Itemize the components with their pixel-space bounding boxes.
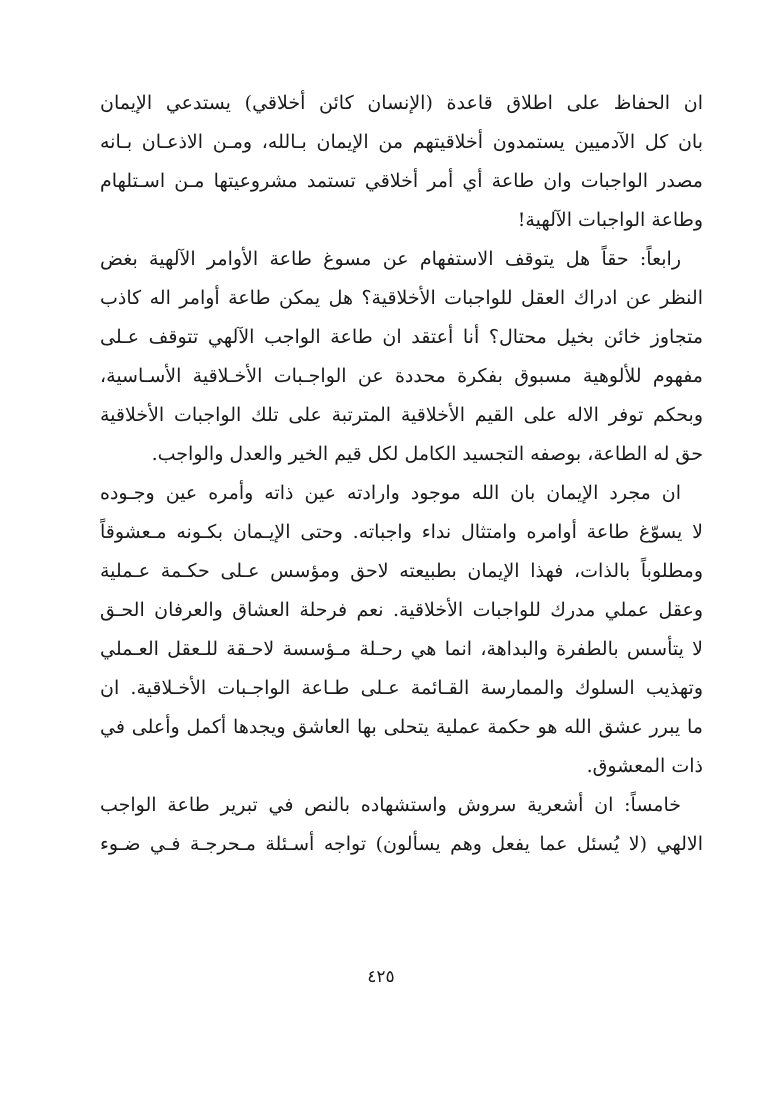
text-line: وبحكم توفر الاله على القيم الأخلاقية المترتبة على تلك الواجبات الأخلاقية bbox=[100, 404, 703, 426]
text-line: مفهوم للألوهية مسبوق بفكرة محددة عن الواجـبات الأخـلاقية الأسـاسية، bbox=[100, 365, 703, 387]
text-line: رابعاً: حقاً هل يتوقف الاستفهام عن مسوغ طاعة الأوامر الآلهية بغض bbox=[100, 248, 681, 270]
text-line: بان كل الآدميين يستمدون أخلاقيتهم من الإيمان بـالله، ومـن الاذعـان بـانه bbox=[100, 131, 703, 153]
text-line: خامساً: ان أشعرية سروش واستشهاده بالنص في تبرير طاعة الواجب bbox=[100, 794, 681, 816]
page-number: ٤٢٥ bbox=[367, 967, 395, 987]
text-line: متجاوز خائن بخيل محتال؟ أنا أعتقد ان طاعة الواجب الآلهي تتوقف عـلى bbox=[100, 326, 703, 348]
text-line: النظر عن ادراك العقل للواجبات الأخلاقية؟ هل يمكن طاعة أوامر اله كاذب bbox=[100, 287, 703, 309]
text-line: لا يسوّغ طاعة أوامره وامتثال نداء واجباته. وحتى الإيـمان بكـونه مـعشوقاً bbox=[100, 521, 703, 543]
text-line: الالهي (لا يُسئل عما يفعل وهم يسألون) تواجه أسـئلة مـحرجـة فـي ضـوء bbox=[100, 833, 703, 855]
text-line: وتهذيب السلوك والممارسة القـائمة عـلى طـاعة الواجـبات الأخـلاقية. ان bbox=[100, 677, 703, 699]
text-line: ومطلوباً بالذات، فهذا الإيمان بطبيعته لاحق ومؤسس عـلى حكـمة عـملية bbox=[100, 560, 703, 582]
text-line: وطاعة الواجبات الآلهية! bbox=[517, 209, 703, 231]
text-line: ذات المعشوق. bbox=[586, 755, 703, 777]
text-line: لا يتأسس بالطفرة والبداهة، انما هي رحـلة مـؤسسة لاحـقة للـعقل العـملي bbox=[100, 638, 703, 660]
text-line: ان مجرد الإيمان بان الله موجود وارادته عين ذاته وأمره عين وجـوده bbox=[100, 482, 681, 504]
text-line: ان الحفاظ على اطلاق قاعدة (الإنسان كائن أخلاقي) يستدعي الإيمان bbox=[100, 92, 703, 114]
body-text bbox=[100, 84, 703, 864]
text-line: مصدر الواجبات وان طاعة أي أمر أخلاقي تستمد مشروعيتها مـن اسـتلهام bbox=[100, 170, 703, 192]
text-line: حق له الطاعة، بوصفه التجسيد الكامل لكل قيم الخير والعدل والواجب. bbox=[151, 443, 703, 465]
text-line: وعقل عملي مدرك للواجبات الأخلاقية. نعم فرحلة العشاق والعرفان الحـق bbox=[100, 599, 703, 621]
text-line: ما يبرر عشق الله هو حكمة عملية يتحلى بها العاشق ويجدها أكمل وأعلى في bbox=[100, 716, 703, 738]
